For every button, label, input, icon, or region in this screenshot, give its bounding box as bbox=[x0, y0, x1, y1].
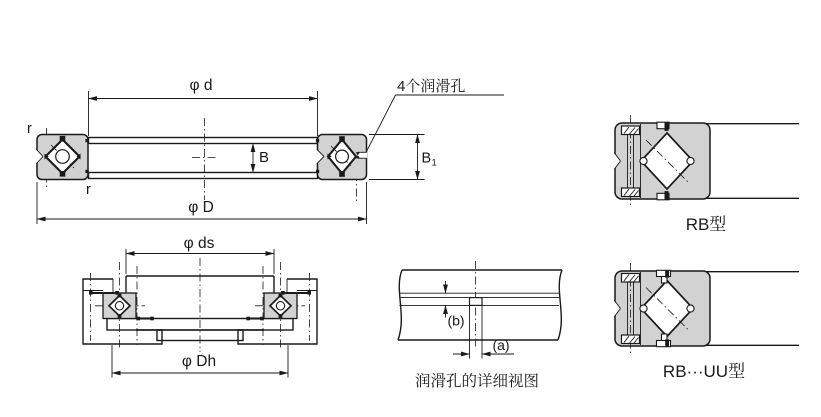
rb-type-view bbox=[614, 115, 799, 234]
top-ring-band bbox=[89, 138, 318, 144]
b-label: B bbox=[259, 149, 270, 166]
left-ring-section bbox=[36, 135, 89, 180]
chamfer-r-bottom-label: r bbox=[86, 182, 91, 198]
phi-Dh-label: φ Dh bbox=[181, 353, 217, 370]
callout-leader bbox=[367, 95, 396, 151]
dim-b-label: (b) bbox=[447, 312, 465, 329]
right-roller-circle bbox=[336, 150, 349, 163]
rb-type-label: RB型 bbox=[685, 215, 727, 234]
chamfer-r-top-label: r bbox=[27, 121, 32, 137]
mounting-example-view bbox=[83, 235, 317, 378]
rb-uu-type-view bbox=[614, 263, 799, 381]
left-roller-circle bbox=[56, 150, 70, 164]
right-ring-section bbox=[316, 135, 367, 180]
phi-ds-label: φ ds bbox=[183, 235, 215, 252]
dim-inner-diameter bbox=[89, 77, 318, 136]
dim-housing-bore bbox=[112, 345, 288, 378]
main-cross-section-view bbox=[27, 77, 504, 224]
dim-shaft-seat bbox=[126, 235, 274, 274]
phi-d-label: φ d bbox=[189, 77, 213, 94]
dim-a-label: (a) bbox=[492, 337, 510, 353]
detail-view-caption: 润滑孔的详细视图 bbox=[414, 373, 540, 390]
lube-hole-detail-view bbox=[398, 261, 562, 390]
lube-holes-note-label: 4个润滑孔 bbox=[397, 78, 466, 95]
lube-holes-callout bbox=[367, 77, 504, 151]
detail-hole bbox=[470, 298, 483, 306]
b1-label: B bbox=[421, 150, 432, 167]
left-bottom-spacer bbox=[60, 171, 66, 177]
mounted-bearing-left bbox=[103, 293, 136, 319]
dim-width-b bbox=[253, 144, 269, 173]
mounted-bearing-right bbox=[264, 293, 297, 319]
rb-uu-type-label: RB···UU型 bbox=[662, 362, 746, 381]
bottom-ring-band bbox=[89, 173, 318, 179]
phi-D-label: φ D bbox=[188, 199, 214, 216]
b1-subscript: 1 bbox=[431, 157, 437, 169]
dim-b bbox=[446, 281, 465, 329]
dim-width-b1 bbox=[369, 135, 437, 180]
left-top-spacer bbox=[60, 136, 66, 142]
